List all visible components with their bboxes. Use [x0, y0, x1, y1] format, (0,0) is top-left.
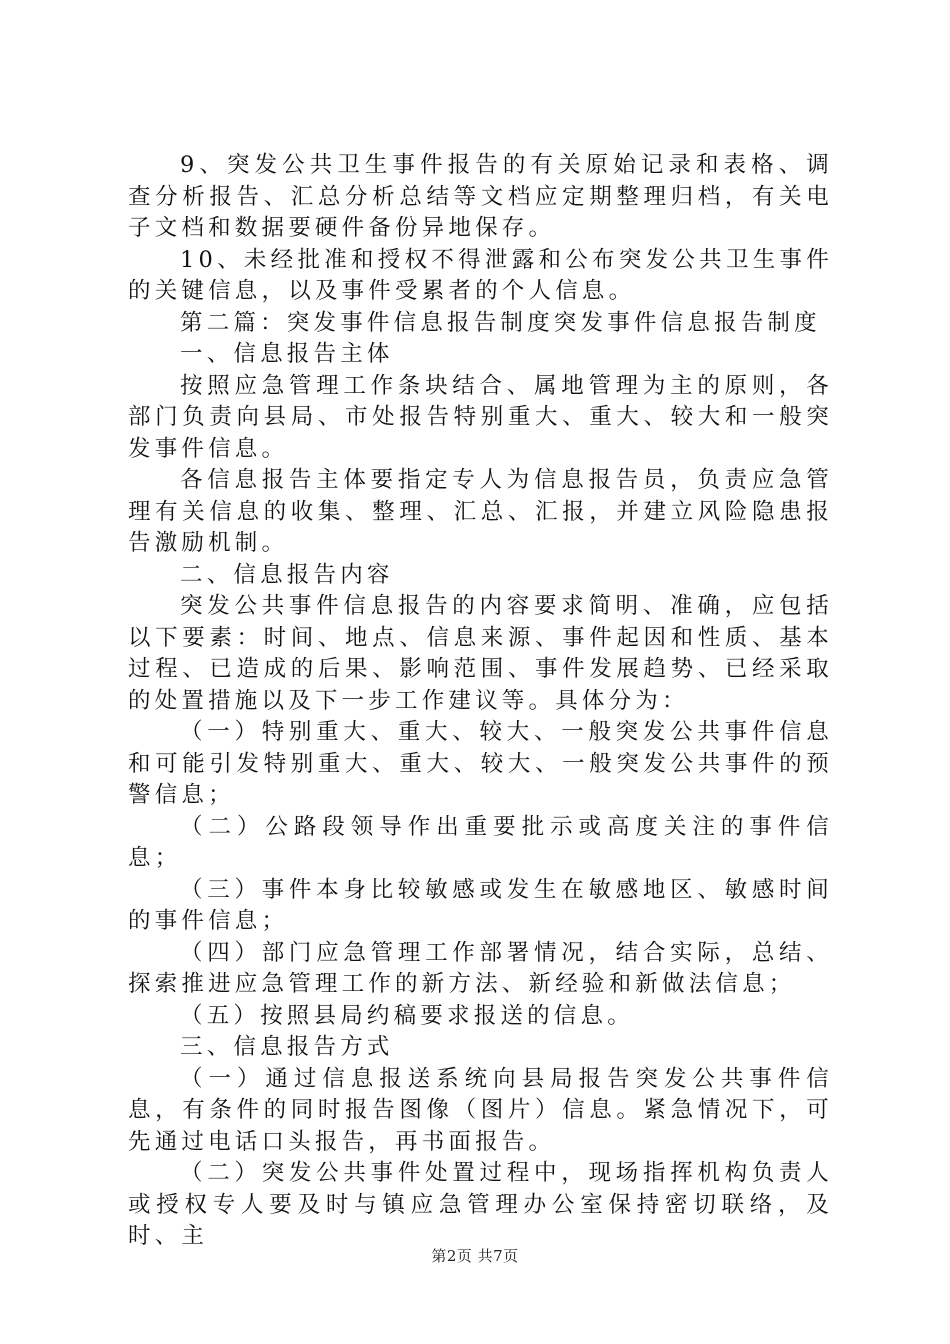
- list-item-content-4: （四）部门应急管理工作部署情况，结合实际，总结、探索推进应急管理工作的新方法、新经验和新做法信息；: [128, 939, 833, 997]
- list-item-content-3: （三）事件本身比较敏感或发生在敏感地区、敏感时间的事件信息；: [128, 876, 833, 934]
- document-body: [128, 150, 833, 1253]
- list-item-content-1: （一）特别重大、重大、较大、一般突发公共事件信息和可能引发特别重大、重大、较大、一般突发公共事件的预警信息；: [128, 719, 833, 808]
- chapter-heading: 第二篇：突发事件信息报告制度突发事件信息报告制度: [180, 309, 821, 336]
- section-heading-reporting-content: 二、信息报告内容: [180, 561, 394, 588]
- section-heading-reporting-method: 三、信息报告方式: [180, 1034, 394, 1060]
- paragraph-item-10: 10、未经批准和授权不得泄露和公布突发公共卫生事件的关键信息，以及事件受累者的个人信息。: [128, 246, 833, 304]
- list-item-content-5: （五）按照县局约稿要求报送的信息。: [180, 1002, 634, 1029]
- paragraph-reporting-principle: 按照应急管理工作条块结合、属地管理为主的原则，各部门负责向县局、市处报告特别重大、重大、较大和一般突发事件信息。: [128, 372, 833, 462]
- list-item-method-1: （一）通过信息报送系统向县局报告突发公共事件信息，有条件的同时报告图像（图片）信息。紧急情况下，可先通过电话口头报告，再书面报告。: [128, 1065, 833, 1155]
- list-item-method-2: （二）突发公共事件处置过程中，现场指挥机构负责人或授权专人要及时与镇应急管理办公室保持密切联络，及时、主: [128, 1160, 833, 1249]
- paragraph-content-requirements: 突发公共事件信息报告的内容要求简明、准确，应包括以下要素：时间、地点、信息来源、事件起因和性质、基本过程、已造成的后果、影响范围、事件发展趋势、已经采取的处置措施以及下一步工作建议等。具体分为：: [128, 593, 833, 714]
- list-item-content-2: （二）公路段领导作出重要批示或高度关注的事件信息；: [128, 813, 833, 871]
- paragraph-reporting-staff: 各信息报告主体要指定专人为信息报告员，负责应急管理有关信息的收集、整理、汇总、汇报，并建立风险隐患报告激励机制。: [128, 467, 833, 556]
- paragraph-item-9: 9、突发公共卫生事件报告的有关原始记录和表格、调查分析报告、汇总分析总结等文档应定期整理归档，有关电子文档和数据要硬件备份异地保存。: [128, 152, 833, 241]
- section-heading-reporting-subject: 一、信息报告主体: [180, 341, 394, 367]
- page-number-footer: 第2页 共7页: [431, 1247, 519, 1265]
